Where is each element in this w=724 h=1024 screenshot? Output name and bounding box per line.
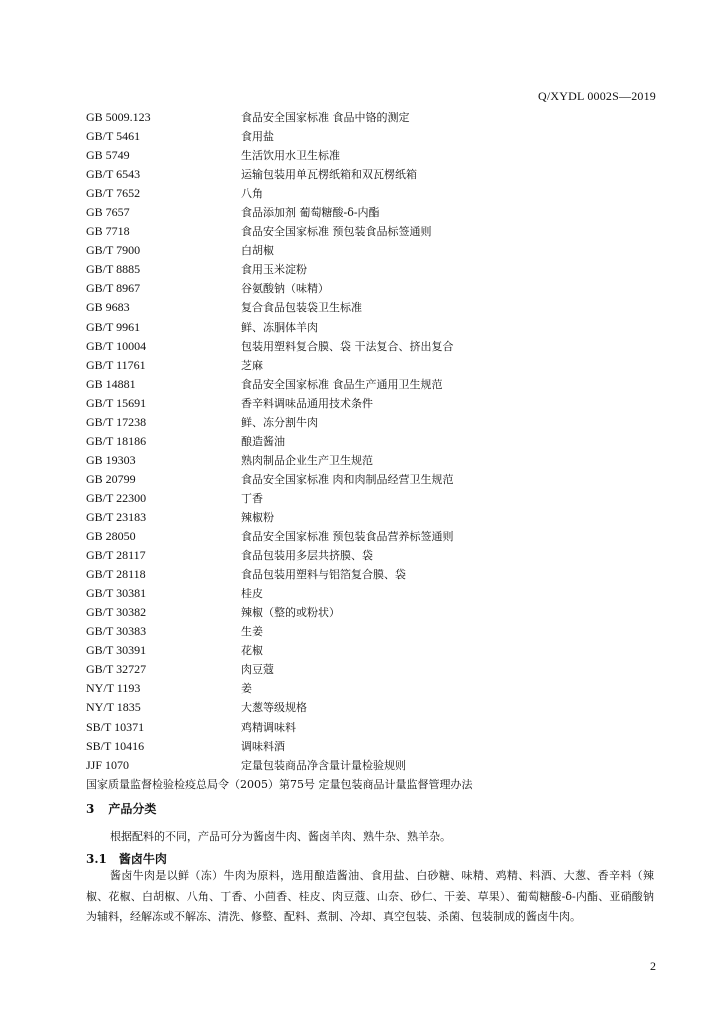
reference-row: [86, 318, 656, 337]
reference-code: GB/T 11761: [86, 357, 146, 372]
reference-title: 食品包装用多层共挤膜、袋: [241, 549, 373, 563]
reference-row: [86, 489, 656, 508]
reference-code: GB/T 10004: [86, 338, 147, 353]
reference-row: [86, 298, 656, 317]
reference-row: [86, 127, 656, 146]
reference-code: SB/T 10416: [86, 738, 145, 753]
reference-row: [86, 356, 656, 375]
reference-row: [86, 184, 656, 203]
reference-code: GB/T 9961: [86, 319, 141, 334]
reference-code: GB 28050: [86, 529, 136, 544]
reference-row: [86, 698, 656, 717]
reference-title: 食品包装用塑料与铝箔复合膜、袋: [241, 568, 406, 582]
reference-title: 食品添加剂 葡萄糖酸-δ-内酯: [241, 206, 380, 220]
reference-row: [86, 603, 656, 622]
reference-code: JJF 1070: [86, 757, 130, 772]
reference-code: GB 19303: [86, 452, 136, 467]
reference-title: 八角: [241, 187, 263, 201]
subsection-title: 酱卤牛肉: [118, 852, 167, 866]
reference-row: [86, 375, 656, 394]
reference-code: NY/T 1193: [86, 681, 141, 696]
section-3-paragraph: 根据配料的不同，产品可分为酱卤牛肉、酱卤羊肉、熟牛杂、熟羊杂。: [110, 830, 451, 843]
reference-code: GB/T 30381: [86, 586, 147, 601]
reference-title: 香辛料调味品通用技术条件: [241, 396, 373, 410]
reference-code: GB 7657: [86, 205, 130, 220]
reference-title: 辣椒粉: [241, 510, 274, 524]
normative-references-list: [86, 108, 656, 794]
reference-title: 生活饮用水卫生标准: [241, 149, 340, 163]
reference-code: GB 5009.123: [86, 110, 151, 124]
section-3-1-paragraph: 酱卤牛肉是以鲜（冻）牛肉为原料，选用酿造酱油、食用盐、白砂糖、味精、鸡精、料酒、大葱、香辛料（辣椒、花椒、白胡椒、八角、丁香、小茴香、桂皮、肉豆蔻、山奈、砂仁、干姜、草果）、葡萄糖酸-δ-内酯、亚硝酸钠为辅料，经解冻或不解冻、清洗、修整、配料、煮制、冷却、真空包装、杀菌、包装制成的酱卤牛肉。: [86, 869, 654, 923]
reference-title: 调味料酒: [241, 739, 285, 753]
reference-row: [86, 146, 656, 165]
reference-code: GB/T 6543: [86, 167, 141, 182]
reference-row: [86, 660, 656, 679]
reference-code: GB/T 8967: [86, 281, 141, 296]
reference-code: GB/T 22300: [86, 490, 147, 505]
reference-row: [86, 165, 656, 184]
reference-row: [86, 203, 656, 222]
reference-row: [86, 737, 656, 756]
reference-title: 食用玉米淀粉: [241, 263, 307, 277]
reference-code: GB/T 30391: [86, 643, 147, 658]
section-number: 3: [86, 802, 95, 816]
reference-code: SB/T 10371: [86, 719, 145, 734]
reference-code: GB/T 30382: [86, 605, 147, 620]
reference-row: [86, 394, 656, 413]
reference-code: GB/T 7652: [86, 186, 141, 201]
reference-title: 芝麻: [241, 358, 263, 372]
reference-title: 丁香: [241, 491, 263, 505]
reference-code: GB/T 7900: [86, 243, 141, 258]
reference-row: [86, 337, 656, 356]
reference-title: 复合食品包装袋卫生标准: [241, 301, 362, 315]
reference-title: 生姜: [241, 625, 263, 639]
reference-title: 姜: [241, 682, 252, 696]
reference-title: 食品安全国家标准 肉和肉制品经营卫生规范: [241, 472, 454, 486]
reference-row: [86, 432, 656, 451]
reference-row: [86, 260, 656, 279]
reference-title: 定量包装商品净含量计量检验规则: [241, 758, 406, 772]
reference-code: GB/T 15691: [86, 395, 147, 410]
reference-code: GB/T 8885: [86, 262, 141, 277]
reference-row: [86, 451, 656, 470]
page-number: 2: [650, 959, 656, 973]
reference-row: [86, 622, 656, 641]
section-title: 产品分类: [108, 802, 157, 816]
reference-title: 食品安全国家标准 食品中铬的测定: [241, 111, 410, 124]
reference-title: 花椒: [241, 644, 263, 658]
reference-row: [86, 546, 656, 565]
reference-row: [86, 641, 656, 660]
reference-title: 食品安全国家标准 预包装食品营养标签通则: [241, 530, 454, 544]
reference-code: GB 7718: [86, 224, 130, 239]
reference-code: GB 14881: [86, 376, 136, 391]
reference-title: 运输包装用单瓦楞纸箱和双瓦楞纸箱: [241, 168, 417, 182]
reference-row: [86, 565, 656, 584]
reference-row: [86, 222, 656, 241]
subsection-number: 3.1: [86, 852, 107, 866]
reference-row: [86, 241, 656, 260]
reference-title: 熟肉制品企业生产卫生规范: [241, 453, 373, 467]
reference-row: [86, 527, 656, 546]
reference-code: NY/T 1835: [86, 700, 141, 715]
reference-title: 辣椒（整的或粉状）: [241, 606, 340, 620]
reference-code: GB 20799: [86, 471, 136, 486]
reference-code: GB/T 28118: [86, 567, 146, 582]
reference-row: [86, 279, 656, 298]
reference-title: 桂皮: [241, 587, 263, 601]
reference-row: [86, 756, 656, 775]
reference-row: [86, 413, 656, 432]
reference-row-decree: 国家质量监督检验检疫总局令（2005）第75号 定量包装商品计量监督管理办法: [86, 777, 473, 791]
reference-title: 鲜、冻分割牛肉: [241, 415, 318, 429]
reference-code: GB/T 32727: [86, 662, 147, 677]
section-3-heading: [86, 800, 156, 817]
reference-code: GB 9683: [86, 300, 130, 315]
reference-row: [86, 470, 656, 489]
document-code-header: Q/XYDL 0002S—2019: [538, 89, 656, 103]
reference-code: GB/T 18186: [86, 433, 147, 448]
reference-row: [86, 108, 656, 127]
reference-code: GB/T 5461: [86, 129, 141, 144]
reference-row: [86, 679, 656, 698]
reference-row: [86, 508, 656, 527]
reference-code: GB/T 23183: [86, 509, 147, 524]
reference-code: GB 5749: [86, 148, 130, 163]
reference-row: [86, 584, 656, 603]
reference-code: GB/T 28117: [86, 548, 146, 563]
reference-title: 食用盐: [241, 130, 274, 144]
reference-title: 食品安全国家标准 食品生产通用卫生规范: [241, 377, 443, 391]
reference-title: 谷氨酸钠（味精）: [241, 282, 329, 296]
reference-title: 鸡精调味料: [241, 720, 296, 734]
reference-title: 包装用塑料复合膜、袋 干法复合、挤出复合: [241, 339, 454, 353]
reference-row: [86, 718, 656, 737]
reference-title: 白胡椒: [241, 244, 274, 258]
reference-code: GB/T 17238: [86, 414, 147, 429]
reference-title: 大葱等级规格: [241, 701, 307, 715]
reference-title: 食品安全国家标准 预包装食品标签通则: [241, 225, 432, 239]
section-3-1-heading: [86, 850, 167, 867]
reference-code: GB/T 30383: [86, 624, 147, 639]
reference-title: 酿造酱油: [241, 434, 285, 448]
reference-title: 肉豆蔻: [241, 663, 274, 677]
reference-title: 鲜、冻胴体羊肉: [241, 320, 318, 334]
